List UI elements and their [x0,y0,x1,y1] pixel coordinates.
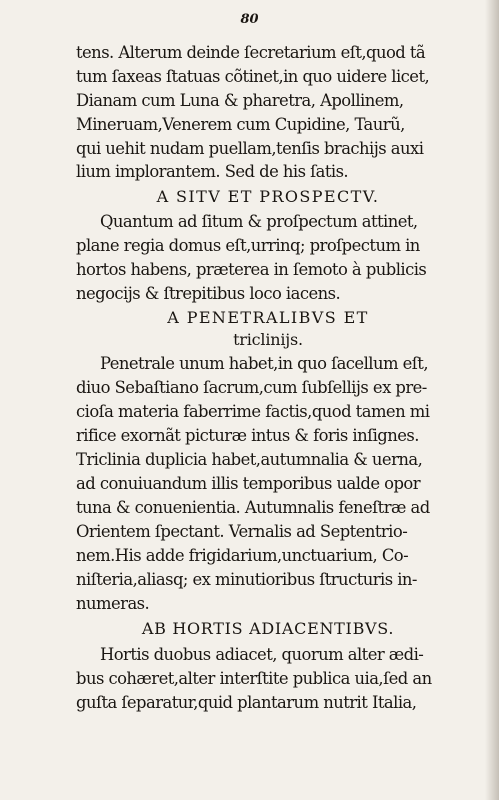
page-edge-shadow [485,0,499,800]
page-number: 80 [240,12,259,27]
text-line: rifice exornãt picturæ intus & foris inſignes. [76,426,419,445]
text-line: tens. Alterum deinde ſecretarium eſt,quod tã [76,43,426,62]
text-line: lium implorantem. Sed de his ſatis. [76,162,349,181]
text-line: Triclinia duplicia habet,autumnalia & uerna, [76,450,423,469]
section-heading: AB HORTIS ADIACENTIBVS. [141,619,395,638]
text-line: Dianam cum Luna & pharetra, Apollinem, [76,91,404,110]
text-line: tuna & conuenientia. Autumnalis feneſtræ ad [76,498,430,517]
text-line: plane regia domus eſt,urrinq; proſpectum in [76,236,420,255]
section-heading: A SITV ET PROSPECTV. [156,187,380,206]
text-line: Mineruam,Venerem cum Cupidine, Taurũ, [76,115,405,134]
text-line: bus cohæret,alter interſtite publica uia,ſed an [76,669,432,688]
text-line: negocijs & ſtrepitibus loco iacens. [76,284,341,303]
text-line: nem.His adde frigidarium,unctuarium, Co- [76,546,409,565]
text-line: niſteria,aliasq; ex minutioribus ſtructuris in- [76,570,417,589]
text-line: cioſa materia faberrime factis,quod tamen mi [76,402,430,421]
text-line: Quantum ad ſitum & proſpectum attinet, [100,212,418,231]
text-line: qui uehit nudam puellam,tenſis brachijs auxi [76,139,424,158]
text-line: hortos habens, præterea in ſemoto à publicis [76,260,427,279]
text-line: Penetrale unum habet,in quo ſacellum eſt, [100,354,428,373]
text-line: Orientem ſpectant. Vernalis ad Septentrio- [76,522,408,541]
text-line: diuo Sebaſtiano ſacrum,cum ſubſellijs ex pre- [76,378,427,397]
text-line: guſta ſeparatur,quid plantarum nutrit Italia, [76,693,417,712]
text-line: numeras. [76,594,150,613]
text-line: tum ſaxeas ſtatuas cõtinet,in quo uidere licet, [76,67,430,86]
text-line: Hortis duobus adiacet, quorum alter ædi- [100,645,424,664]
section-subheading: triclinijs. [233,330,303,349]
text-line: ad conuiuandum illis temporibus ualde opor [76,474,421,493]
section-heading: A PENETRALIBVS ET [167,308,369,327]
